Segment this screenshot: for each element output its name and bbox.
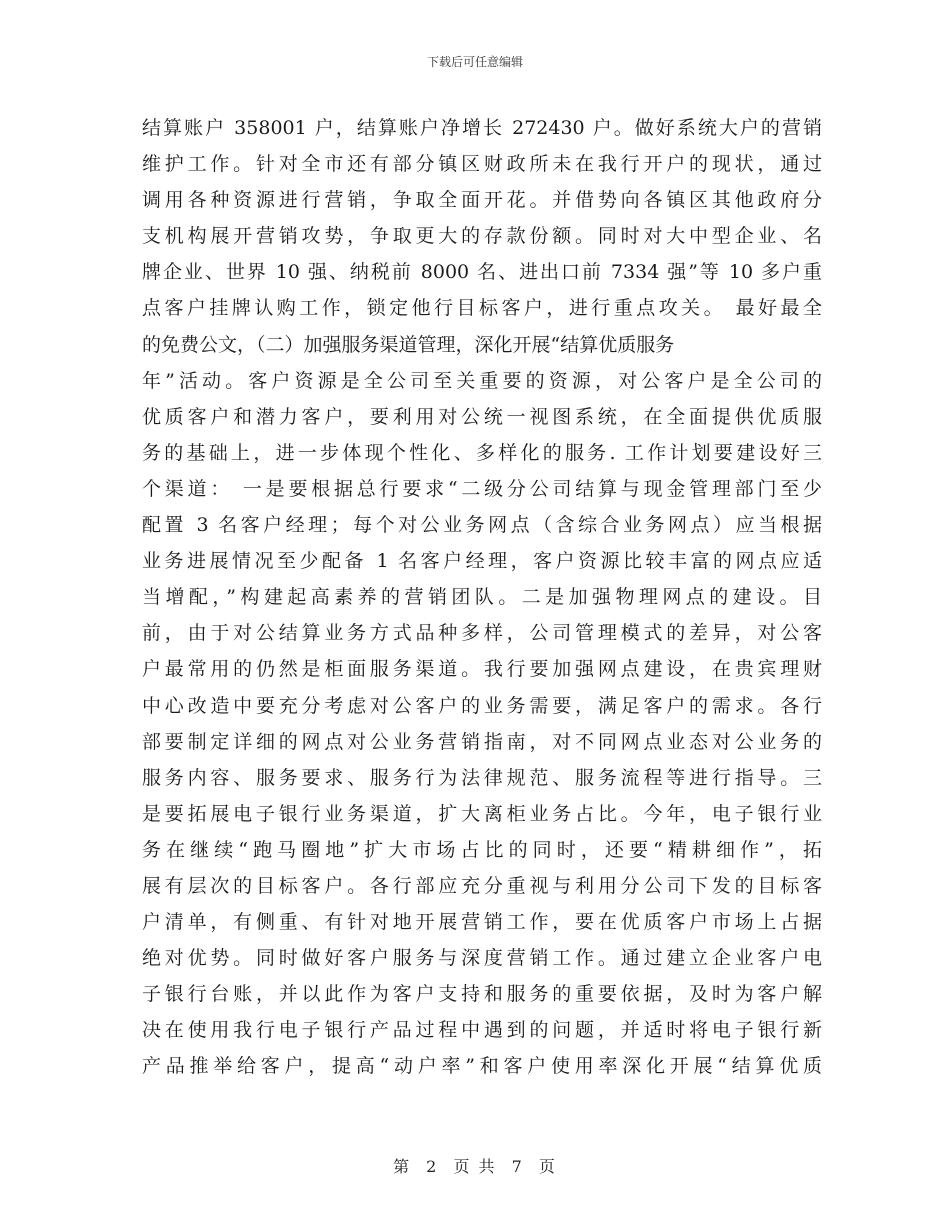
text-line: 前，由于对公结算业务方式品种多样，公司管理模式的差异，对公客	[142, 622, 822, 645]
text-line: 部要制定详细的网点对公业务营销指南，对不同网点业态对公业务的	[142, 730, 822, 753]
footer-total-pages: 7	[511, 1157, 524, 1176]
text-line: 当增配，”构建起高素养的营销团队。二是加强物理网点的建设。目	[142, 586, 822, 609]
text-line: 绝对优势。同时做好客户服务与深度营销工作。通过建立企业客户电	[142, 947, 822, 970]
text-line: 的免费公文，（二）加强服务渠道管理，深化开展“结算优质服务	[142, 333, 675, 356]
text-line: 业务进展情况至少配备 1 名客户经理，客户资源比较丰富的网点应适	[142, 550, 822, 573]
text-line: 是要拓展电子银行业务渠道，扩大离柜业务占比。今年，电子银行业	[142, 802, 822, 825]
text-line: 个渠道： 一是要根据总行要求“二级分公司结算与现金管理部门至少	[142, 477, 822, 500]
footer-prefix: 第	[393, 1157, 412, 1176]
text-line: 配置 3 名客户经理；每个对公业务网点（含综合业务网点）应当根据	[142, 514, 822, 537]
page-header: 下载后可任意编辑	[426, 55, 523, 69]
text-line: 优质客户和潜力客户，要利用对公统一视图系统，在全面提供优质服	[142, 405, 822, 428]
text-line: 年”活动。客户资源是全公司至关重要的资源，对公客户是全公司的	[142, 369, 822, 392]
text-line: 牌企业、世界 10 强、纳税前 8000 名、进出口前 7334 强”等 10 多户重	[142, 261, 822, 284]
text-line: 决在使用我行电子银行产品过程中遇到的问题，并适时将电子银行新	[142, 1019, 822, 1042]
text-line: 务的基础上，进一步体现个性化、多样化的服务. 工作计划要建设好三	[142, 441, 822, 464]
text-line: 务在继续“跑马圈地”扩大市场占比的同时，还要“精耕细作”，拓	[142, 838, 822, 861]
text-line: 支机构展开营销攻势，争取更大的存款份额。同时对大中型企业、名	[142, 225, 822, 248]
text-line: 中心改造中要充分考虑对公客户的业务需要，满足客户的需求。各行	[142, 694, 822, 717]
text-line: 展有层次的目标客户。各行部应充分重视与利用分公司下发的目标客	[142, 874, 822, 897]
text-line: 产品推举给客户，提高“动户率”和客户使用率深化开展“结算优质	[142, 1055, 822, 1078]
text-line: 结算账户 358001 户，结算账户净增长 272430 户。做好系统大户的营销	[142, 117, 822, 139]
footer-suffix: 页	[538, 1157, 557, 1176]
text-line: 服务内容、服务要求、服务行为法律规范、服务流程等进行指导。三	[142, 766, 822, 789]
text-line: 子银行台账，并以此作为客户支持和服务的重要依据，及时为客户解	[142, 983, 822, 1006]
body-text	[142, 110, 822, 1085]
footer-middle: 页 共	[453, 1157, 497, 1176]
text-line: 调用各种资源进行营销，争取全面开花。并借势向各镇区其他政府分	[142, 189, 822, 212]
footer-current-page: 2	[426, 1157, 439, 1176]
text-line: 户最常用的仍然是柜面服务渠道。我行要加强网点建设，在贵宾理财	[142, 658, 822, 681]
page-footer	[0, 1154, 950, 1177]
text-line: 点客户挂牌认购工作，锁定他行目标客户，进行重点攻关。 最好最全	[142, 297, 822, 320]
text-line: 维护工作。针对全市还有部分镇区财政所未在我行开户的现状，通过	[142, 153, 822, 176]
text-line: 户清单，有侧重、有针对地开展营销工作，要在优质客户市场上占据	[142, 911, 822, 934]
